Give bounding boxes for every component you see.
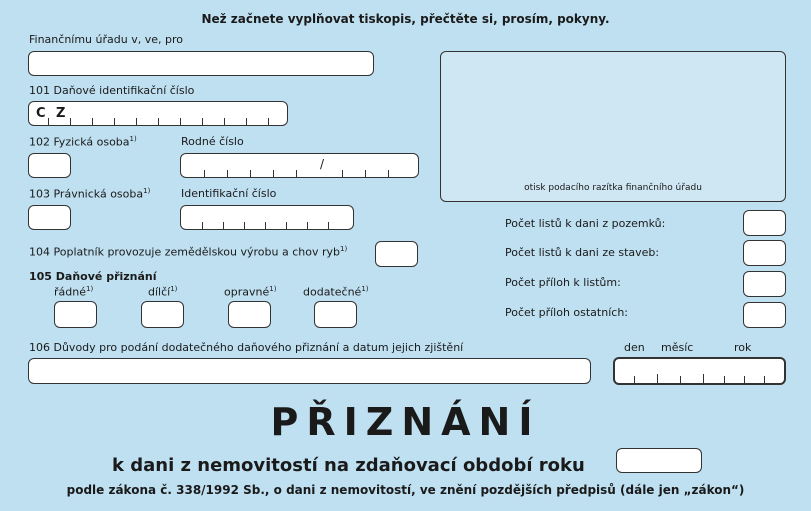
date-digit-ticks: [615, 376, 784, 383]
form-subtitle: k dani z nemovitostí na zdaňovací období roku: [112, 455, 585, 476]
legal-person-label: 103 Právnická osoba$^{1)}$: [29, 187, 151, 201]
company-id-label: Identifikační číslo: [181, 187, 277, 200]
return-type-additional-label: dodatečné$^{1)}$: [303, 285, 369, 299]
date-year-label: rok: [734, 341, 752, 354]
office-field[interactable]: [28, 51, 374, 76]
return-type-regular-label: řádné$^{1)}$: [54, 285, 94, 299]
return-type-corrective-checkbox[interactable]: [228, 301, 271, 328]
company-id-field[interactable]: [180, 205, 354, 230]
birth-number-field[interactable]: [180, 153, 419, 178]
natural-person-checkbox[interactable]: [28, 153, 71, 178]
return-type-partial-label: dílčí$^{1)}$: [148, 285, 178, 299]
tax-id-field[interactable]: [28, 101, 288, 126]
count-sheet-attachments-label: Počet příloh k listům:: [505, 276, 621, 289]
count-building-sheets-field[interactable]: [743, 240, 786, 266]
tax-year-field[interactable]: [616, 448, 702, 473]
legal-person-checkbox[interactable]: [28, 205, 71, 230]
return-type-regular-checkbox[interactable]: [54, 301, 97, 328]
tax-id-digit-ticks: [29, 118, 287, 125]
law-reference: podle zákona č. 338/1992 Sb., o dani z nemovitostí, ve znění pozdějších předpisů (dále jen „zákon“): [66, 483, 745, 497]
count-other-attachments-label: Počet příloh ostatních:: [505, 306, 628, 319]
count-sheet-attachments-field[interactable]: [743, 271, 786, 297]
stamp-box: [440, 51, 786, 202]
count-land-sheets-label: Počet listů k dani z pozemků:: [505, 217, 666, 230]
agriculture-label: 104 Poplatník provozuje zemědělskou výrobu a chov ryb$^{1)}$: [29, 245, 348, 259]
agriculture-checkbox[interactable]: [375, 241, 418, 267]
count-other-attachments-field[interactable]: [743, 302, 786, 328]
date-month-label: měsíc: [661, 341, 694, 354]
return-type-corrective-label: opravné$^{1)}$: [224, 285, 277, 299]
date-discovered-field[interactable]: [613, 357, 786, 385]
birth-number-label: Rodné číslo: [181, 135, 244, 148]
count-building-sheets-label: Počet listů k dani ze staveb:: [505, 246, 660, 259]
return-type-partial-checkbox[interactable]: [141, 301, 184, 328]
birth-number-separator: /: [320, 157, 325, 171]
form-title: PŘIZNÁNÍ: [270, 400, 541, 444]
count-land-sheets-field[interactable]: [743, 210, 786, 236]
reasons-field[interactable]: [28, 358, 591, 384]
reasons-label: 106 Důvody pro podání dodatečného daňového přiznání a datum jejich zjištění: [29, 341, 464, 354]
natural-person-label: 102 Fyzická osoba$^{1)}$: [29, 135, 137, 149]
header-instruction: Než začnete vyplňovat tiskopis, přečtěte si, prosím, pokyny.: [201, 12, 610, 26]
tax-id-prefix-c: C: [36, 106, 46, 121]
birth-number-digit-ticks: [181, 170, 418, 177]
stamp-caption: otisk podacího razítka finančního úřadu: [524, 183, 702, 193]
tax-id-label: 101 Daňové identifikační číslo: [29, 84, 195, 97]
tax-id-prefix-z: Z: [56, 106, 66, 121]
company-id-digit-ticks: [181, 222, 353, 229]
date-day-label: den: [624, 341, 645, 354]
return-type-additional-checkbox[interactable]: [314, 301, 357, 328]
office-label: Finančnímu úřadu v, ve, pro: [29, 33, 183, 46]
return-type-label: 105 Daňové přiznání: [29, 270, 157, 283]
